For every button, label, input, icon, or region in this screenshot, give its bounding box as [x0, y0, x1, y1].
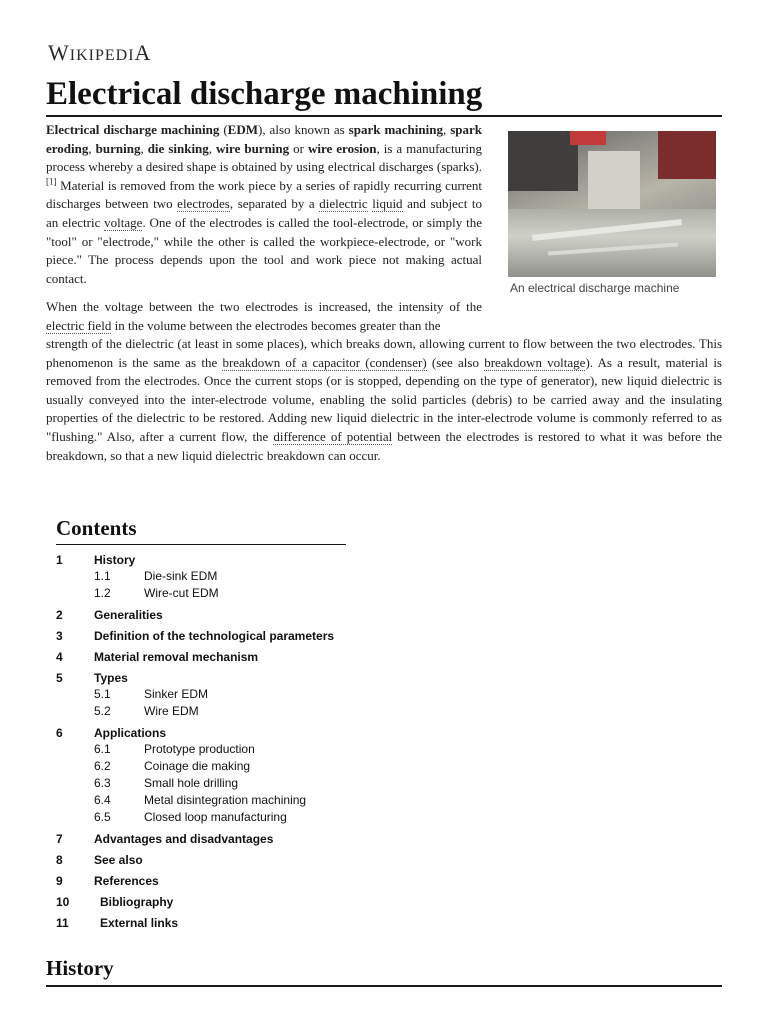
text-run: , [140, 140, 148, 156]
toc-entry[interactable] [56, 607, 416, 623]
toc-number: 4 [56, 650, 63, 664]
toc-subentry[interactable] [56, 758, 416, 775]
citation-link[interactable]: [1] [46, 176, 57, 187]
wordmark-first-letter: W [48, 40, 70, 65]
text-run: strength of the dielectric (at least in some places), which breaks down, allowing current to flow between the two electrodes. This phenomenon is the same as the [46, 336, 722, 370]
toc-entry[interactable] [56, 852, 416, 868]
edm-machine-image[interactable] [508, 131, 716, 277]
toc-sub-label: Coinage die making [144, 759, 251, 773]
inline-link[interactable]: voltage [104, 214, 143, 230]
bold-term: wire burning [216, 140, 290, 156]
toc-sub-label: Closed loop manufacturing [144, 810, 287, 824]
toc-item [56, 628, 416, 644]
bold-term: spark eroding [46, 122, 482, 156]
lead-paragraph [46, 121, 482, 288]
toc-sub-number: 6.2 [94, 759, 111, 773]
toc-sub-number: 6.1 [94, 742, 111, 756]
toc-entry[interactable] [56, 670, 416, 686]
second-paragraph [46, 298, 482, 335]
text-run: ( [219, 122, 228, 137]
toc-number: 9 [56, 874, 63, 888]
toc-entry[interactable] [56, 873, 416, 889]
toc-number: 7 [56, 832, 63, 846]
bold-term: die sinking [147, 140, 209, 156]
toc-subentry[interactable] [56, 809, 416, 826]
toc-item [56, 852, 416, 868]
text-run: , separated by a [229, 196, 320, 212]
text-run: or [289, 140, 308, 156]
toc-sub-label: Small hole drilling [144, 776, 239, 790]
toc-item [56, 649, 416, 665]
toc-entry[interactable] [56, 894, 416, 910]
toc-label: Advantages and disadvantages [94, 832, 274, 846]
toc-sub-number: 6.4 [94, 793, 111, 807]
inline-link[interactable]: difference of potential [273, 428, 393, 444]
text-run: ). As a result, material is removed from the electrodes. Once the current stops (or is stopped, depending on the type of generator), new liquid dielectric is usually conveyed into the inter-electrode volume, enabling the solid particles (debris) to be carried away and the insulating properties of the dielectric to be restored. Adding new liquid dielectric in the inter-electrode volume is commonly referred to as "flushing." Also, after a current flow, the [46, 354, 722, 444]
toc-number: 6 [56, 726, 63, 740]
table-of-contents [56, 552, 416, 936]
toc-sub-number: 5.1 [94, 687, 111, 701]
text-run: . One of the electrodes is called the tool-electrode, or simply the "tool" or "electrode," while the other is called the workpiece-electrode, or "work piece." The process depends upon the tool and work piece not making actual contact. [46, 214, 482, 286]
toc-sub-number: 1.2 [94, 586, 111, 600]
text-run: Material is removed from the work piece by a series of rapidly recurring current discharges between two [46, 177, 482, 212]
toc-label: Types [94, 671, 128, 685]
toc-number: 2 [56, 608, 63, 622]
toc-item [56, 894, 416, 910]
toc-entry[interactable] [56, 915, 416, 931]
toc-divider [56, 544, 346, 545]
toc-sub-label: Sinker EDM [144, 687, 209, 701]
inline-link[interactable]: electric field [46, 317, 112, 333]
toc-entry[interactable] [56, 725, 416, 741]
toc-number: 1 [56, 553, 63, 567]
toc-subentry[interactable] [56, 568, 416, 585]
toc-label: History [94, 553, 136, 567]
bold-term: burning [95, 140, 141, 156]
text-run: ), also known as [258, 122, 349, 137]
text-run: , [208, 140, 217, 156]
toc-subentry[interactable] [56, 775, 416, 792]
text-run: , is a manufacturing process whereby a desired shape is obtained by using electrical discharges (sparks). [46, 140, 482, 175]
bold-term: EDM [227, 122, 258, 137]
history-divider [46, 985, 722, 987]
toc-item [56, 831, 416, 847]
wikipedia-wordmark[interactable] [48, 40, 151, 66]
toc-subentry[interactable] [56, 585, 416, 602]
toc-entry[interactable] [56, 649, 416, 665]
inline-link[interactable]: breakdown of a capacitor (condenser) [222, 354, 427, 370]
toc-label: Applications [94, 726, 167, 740]
toc-label: Bibliography [100, 895, 174, 909]
toc-label: External links [100, 916, 179, 930]
text-run: and subject to an electric [46, 196, 482, 230]
toc-sub-number: 5.2 [94, 704, 111, 718]
bold-term: wire erosion [307, 140, 377, 156]
toc-number: 3 [56, 629, 63, 643]
figure-caption: An electrical discharge machine [510, 281, 680, 295]
toc-label: See also [94, 853, 143, 867]
toc-entry[interactable] [56, 628, 416, 644]
toc-sub-label: Wire-cut EDM [144, 586, 219, 600]
toc-sub-label: Metal disintegration machining [144, 793, 307, 807]
toc-number: 5 [56, 671, 63, 685]
toc-title: Contents [56, 516, 137, 540]
toc-sub-number: 1.1 [94, 569, 111, 583]
bold-term: Electrical discharge machining [46, 122, 220, 137]
toc-sub-label: Wire EDM [144, 704, 199, 718]
toc-sub-number: 6.3 [94, 776, 111, 790]
toc-sub-label: Die-sink EDM [144, 569, 218, 583]
toc-subentry[interactable] [56, 686, 416, 703]
text-run: between the electrodes is restored to what it was before the breakdown, so that a new liquid dielectric breakdown can occur. [46, 428, 723, 463]
toc-number: 10 [56, 895, 70, 909]
wordmark-last-letter: A [134, 40, 152, 65]
toc-item [56, 725, 416, 826]
text-run: in the volume between the electrodes becomes greater than the [111, 317, 441, 333]
toc-item [56, 552, 416, 602]
toc-sub-number: 6.5 [94, 810, 111, 824]
inline-link[interactable]: breakdown voltage [484, 354, 586, 370]
toc-sub-label: Prototype production [144, 742, 255, 756]
text-run: , [442, 122, 451, 137]
toc-subentry[interactable] [56, 703, 416, 720]
bold-term: spark machining [348, 122, 443, 137]
toc-entry[interactable] [56, 831, 416, 847]
infobox-figure [508, 131, 718, 295]
text-run: When the voltage between the two electrodes is increased, the intensity of the [46, 299, 482, 314]
toc-label: Material removal mechanism [94, 650, 259, 664]
toc-item [56, 670, 416, 720]
toc-label: Definition of the technological parameters [94, 629, 335, 643]
text-run: , [88, 140, 96, 156]
inline-link[interactable]: dielectric [319, 196, 368, 212]
toc-label: Generalities [94, 608, 163, 622]
inline-link[interactable]: liquid [372, 196, 403, 212]
toc-item [56, 873, 416, 889]
toc-entry[interactable] [56, 552, 416, 568]
toc-item [56, 607, 416, 623]
inline-link[interactable]: electrodes [177, 196, 230, 212]
page-title: Electrical discharge machining [46, 76, 483, 112]
title-divider [46, 115, 722, 117]
toc-item [56, 915, 416, 931]
wordmark-middle: IKIPEDI [69, 47, 135, 64]
second-paragraph-continued [46, 335, 722, 465]
toc-label: References [94, 874, 159, 888]
toc-subentry[interactable] [56, 792, 416, 809]
section-heading-history: History [46, 956, 114, 980]
toc-subentry[interactable] [56, 741, 416, 758]
text-run: (see also [426, 354, 485, 370]
toc-number: 8 [56, 853, 63, 867]
toc-number: 11 [56, 916, 69, 930]
